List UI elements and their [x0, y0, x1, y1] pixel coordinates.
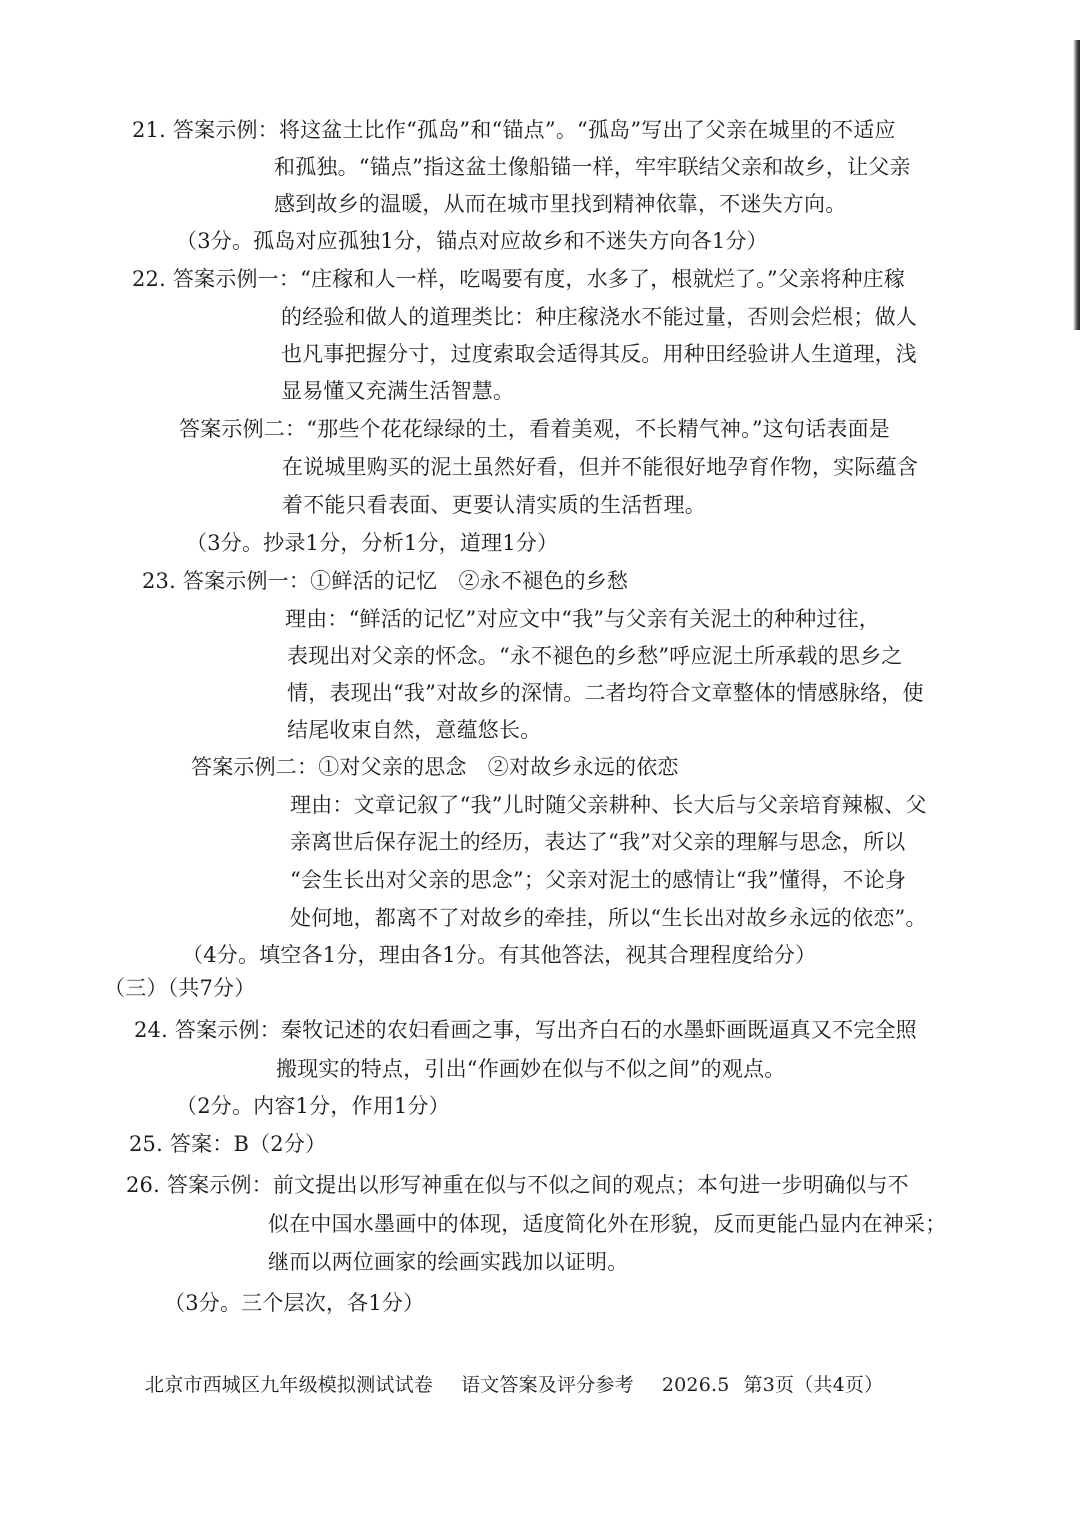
answer-22-line-7: 着不能只看表面、更要认清实质的生活哲理。 [282, 493, 706, 517]
scan-page-edge [1073, 40, 1080, 330]
answer-23-line-2: 理由：“鲜活的记忆”对应文中“我”与父亲有关泥土的种种过往， [285, 607, 880, 631]
answer-26-line-1: 26. 答案示例：前文提出以形写神重在似与不似之间的观点；本句进一步明确似与不 [126, 1173, 909, 1197]
answer-23-line-8: 亲离世后保存泥土的经历，表达了“我”对父亲的理解与思念，所以 [290, 830, 906, 854]
page-footer [145, 1372, 911, 1398]
answer-23-line-5: 结尾收束自然，意蕴悠长。 [287, 718, 542, 742]
answer-21-line-2: 和孤独。“锚点”指这盆土像船锚一样，牢牢联结父亲和故乡，让父亲 [274, 155, 911, 179]
section-heading: （三）（共7分） [104, 976, 256, 1000]
answer-26-line-3: 继而以两位画家的绘画实践加以证明。 [268, 1250, 629, 1274]
footer-exam-title: 北京市西城区九年级模拟测试试卷 [145, 1374, 434, 1396]
answer-23-score: （4分。填空各1分，理由各1分。有其他答法，视其合理程度给分） [182, 943, 817, 967]
answer-23-line-4: 情，表现出“我”对故乡的深情。二者均符合文章整体的情感脉络，使 [287, 681, 924, 705]
answer-23-line-6: 答案示例二：①对父亲的思念 ②对故乡永远的依恋 [191, 755, 679, 779]
answer-22-score: （3分。抄录1分，分析1分，道理1分） [186, 531, 559, 555]
answer-21-line-1: 21. 答案示例：将这盆土比作“孤岛”和“锚点”。“孤岛”写出了父亲在城里的不适应 [132, 118, 896, 142]
answer-24-line-2: 搬现实的特点，引出“作画妙在似与不似之间”的观点。 [276, 1057, 786, 1081]
answer-24-line-1: 24. 答案示例：秦牧记述的农妇看画之事，写出齐白石的水墨虾画既逼真又不完全照 [134, 1018, 917, 1042]
footer-date: 2026.5 [661, 1374, 730, 1396]
answer-22-line-1: 22. 答案示例一：“庄稼和人一样，吃喝要有度，水多了，根就烂了。”父亲将种庄稼 [132, 267, 906, 291]
answer-22-line-4: 显易懂又充满生活智慧。 [281, 379, 515, 403]
answer-22-line-6: 在说城里购买的泥土虽然好看，但并不能很好地孕育作物，实际蕴含 [282, 455, 918, 479]
answer-22-line-5: 答案示例二：“那些个花花绿绿的土，看着美观，不长精气神。”这句话表面是 [179, 417, 890, 441]
answer-24-score: （2分。内容1分，作用1分） [176, 1094, 450, 1118]
answer-25-line-1: 25. 答案：B（2分） [129, 1132, 327, 1156]
answer-23-line-3: 表现出对父亲的怀念。“永不褪色的乡愁”呼应泥土所承载的思乡之 [287, 644, 903, 668]
answer-21-line-3: 感到故乡的温暖，从而在城市里找到精神依靠，不迷失方向。 [274, 192, 847, 216]
footer-page-number: 第3页（共4页） [743, 1374, 884, 1396]
footer-subject: 语文答案及评分参考 [461, 1374, 634, 1396]
answer-23-line-9: “会生长出对父亲的思念”；父亲对泥土的感情让“我”懂得，不论身 [290, 868, 907, 892]
answer-22-line-2: 的经验和做人的道理类比：种庄稼浇水不能过量，否则会烂根；做人 [281, 305, 917, 329]
answer-22-line-3: 也凡事把握分寸，过度索取会适得其反。用种田经验讲人生道理，浅 [281, 342, 917, 366]
answer-21-score: （3分。孤岛对应孤独1分，锚点对应故乡和不迷失方向各1分） [176, 229, 768, 253]
answer-23-line-10: 处何地，都离不了对故乡的牵挂，所以“生长出对故乡永远的依恋”。 [290, 906, 927, 930]
answer-23-line-7: 理由：文章记叙了“我”儿时随父亲耕种、长大后与父亲培育辣椒、父 [290, 793, 927, 817]
answer-23-line-1: 23. 答案示例一：①鲜活的记忆 ②永不褪色的乡愁 [142, 569, 629, 593]
answer-26-line-2: 似在中国水墨画中的体现，适度简化外在形貌，反而更能凸显内在神采； [268, 1212, 947, 1236]
answer-26-score: （3分。三个层次，各1分） [164, 1291, 425, 1315]
